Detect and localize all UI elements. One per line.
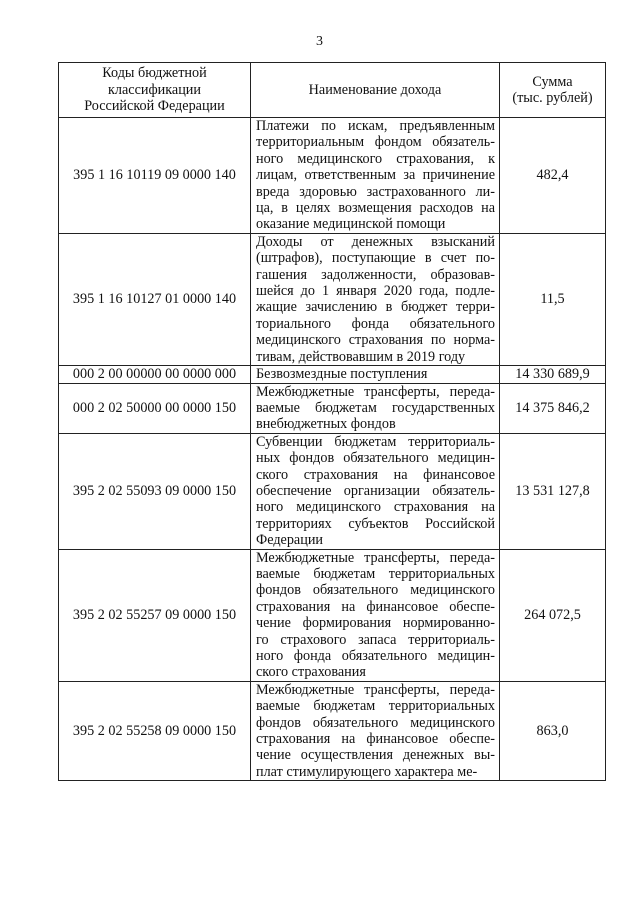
header-sum — [500, 63, 606, 118]
amount-cell: 13 531 127,8 — [500, 433, 606, 549]
revenue-name-line: лицам, ответственным за причинение — [256, 167, 495, 184]
revenue-name-line: фондов обязательного медицинского — [256, 582, 495, 599]
budget-code-cell: 395 2 02 55093 09 0000 150 — [59, 433, 251, 549]
revenue-name-line: ца, в целях возмещения расходов на — [256, 200, 495, 217]
revenue-name-cell — [251, 433, 500, 549]
amount-cell: 264 072,5 — [500, 549, 606, 681]
amount-cell: 14 375 846,2 — [500, 383, 606, 433]
revenue-name-line: Межбюджетные трансферты, переда- — [256, 681, 495, 698]
table-row — [59, 366, 606, 383]
revenue-name-cell — [251, 681, 500, 780]
budget-code-cell: 000 2 02 50000 00 0000 150 — [59, 383, 251, 433]
revenue-name-line: Федерации — [256, 532, 324, 549]
revenue-name-line: Межбюджетные трансферты, переда- — [256, 383, 495, 400]
budget-code-cell: 000 2 00 00000 00 0000 000 — [59, 366, 251, 383]
revenue-name-line: Субвенции бюджетам территориаль- — [256, 433, 495, 450]
revenue-name-line: ного медицинского страхования, к — [256, 150, 495, 167]
revenue-name-line: (штрафов), поступающие в счет по- — [256, 250, 495, 267]
amount-cell: 863,0 — [500, 681, 606, 780]
revenue-name-line: территориальным фондом обязатель- — [256, 134, 495, 151]
revenue-name-line: ского страхования на финансовое — [256, 466, 495, 483]
revenue-name-line: фондов обязательного медицинского — [256, 714, 495, 731]
revenue-name-line: го страхового запаса территориаль- — [256, 631, 495, 648]
page-number: 3 — [316, 34, 323, 49]
table-row — [59, 549, 606, 681]
revenue-name-line: внебюджетных фондов — [256, 416, 396, 433]
revenue-name-cell — [251, 118, 500, 234]
header-name: Наименование дохода — [251, 63, 500, 118]
amount-cell: 482,4 — [500, 118, 606, 234]
revenue-name-line: Межбюджетные трансферты, переда- — [256, 549, 495, 566]
revenue-name-line: тивам, действовавшим в 2019 году — [256, 348, 466, 365]
revenue-name-line: медицинского страхования по норма- — [256, 332, 495, 349]
table-row — [59, 681, 606, 780]
budget-revenue-table — [58, 62, 606, 781]
header-codes — [59, 63, 251, 118]
table-row — [59, 118, 606, 234]
revenue-name-cell — [251, 233, 500, 365]
revenue-name-line: страхования на финансовое обеспе- — [256, 731, 495, 748]
header-sum-line: (тыс. рублей) — [512, 90, 593, 106]
table-body — [59, 118, 606, 781]
revenue-name-line: территориях субъектов Российской — [256, 515, 495, 532]
revenue-name-line: ского страхования — [256, 664, 366, 681]
revenue-name-line: ных фондов обязательного медицин- — [256, 450, 495, 467]
revenue-name-cell — [251, 383, 500, 433]
revenue-name-line: ного фонда обязательного медицин- — [256, 648, 495, 664]
revenue-name-line: обеспечение организации обязатель- — [256, 482, 495, 499]
revenue-name-line: жащие зачислению в бюджет терри- — [256, 299, 495, 316]
revenue-name-cell — [251, 366, 500, 383]
budget-code-cell: 395 2 02 55257 09 0000 150 — [59, 549, 251, 681]
revenue-name-line: вреда здоровью застрахованного ли- — [256, 183, 495, 200]
revenue-name-line: гашения задолженности, образовав- — [256, 266, 495, 283]
amount-cell: 11,5 — [500, 233, 606, 365]
revenue-name-line: ваемые бюджетам территориальных — [256, 565, 495, 582]
header-codes-line: Российской Федерации — [84, 98, 225, 115]
table-header-row — [59, 63, 606, 118]
revenue-name-line: ваемые бюджетам территориальных — [256, 698, 495, 715]
revenue-name-line: Платежи по искам, предъявленным — [256, 118, 495, 134]
table-row — [59, 233, 606, 365]
revenue-name-line: ваемые бюджетам государственных — [256, 399, 495, 416]
revenue-name-line: чение осуществления денежных вы- — [256, 747, 495, 764]
budget-code-cell: 395 1 16 10119 09 0000 140 — [59, 118, 251, 234]
revenue-name-line: чение формирования нормированно- — [256, 615, 495, 632]
revenue-name-line: страхования на финансовое обеспе- — [256, 598, 495, 615]
header-sum-line: Сумма — [532, 73, 573, 90]
revenue-name-line: ториального фонда обязательного — [256, 315, 495, 332]
revenue-name-line: ного медицинского страхования на — [256, 499, 495, 516]
header-codes-line: классификации — [108, 81, 201, 98]
header-codes-line: Коды бюджетной — [102, 65, 207, 82]
budget-code-cell: 395 2 02 55258 09 0000 150 — [59, 681, 251, 780]
amount-cell: 14 330 689,9 — [500, 366, 606, 383]
revenue-name-cell — [251, 549, 500, 681]
revenue-name-line: Доходы от денежных взысканий — [256, 233, 495, 250]
table-row — [59, 433, 606, 549]
revenue-name-line: оказание медицинской помощи — [256, 216, 446, 233]
revenue-name-line: плат стимулирующего характера ме- — [256, 763, 478, 780]
budget-code-cell: 395 1 16 10127 01 0000 140 — [59, 233, 251, 365]
revenue-name-line: Безвозмездные поступления — [256, 366, 428, 383]
revenue-name-line: шейся до 1 января 2020 года, подле- — [256, 283, 495, 300]
table-row — [59, 383, 606, 433]
